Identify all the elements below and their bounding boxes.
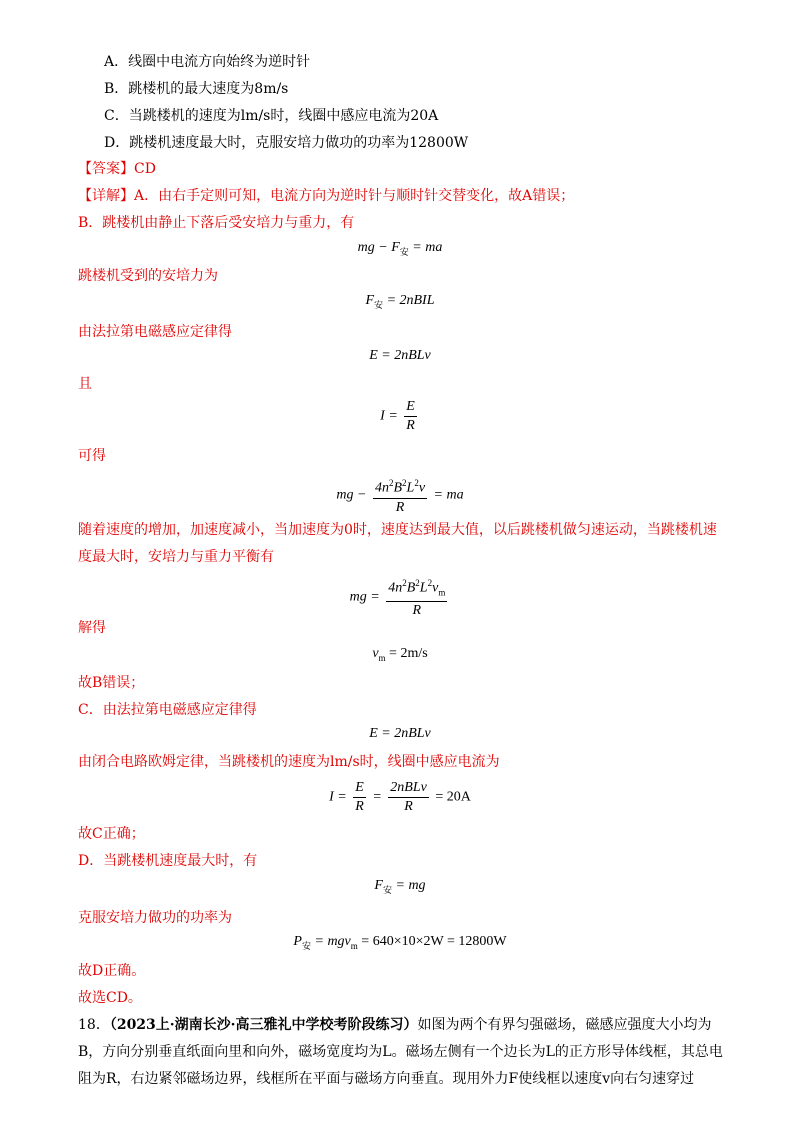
equation-1: mg − $F_安$ = ma (357, 240, 443, 257)
detail-t10: 克服安培力做功的功率为 (78, 910, 232, 926)
detail-t8: 由闭合电路欧姆定律，当跳楼机的速度为lm/s时，线圈中感应电流为 (78, 754, 500, 770)
detail-t5: 随着速度的增加，加速度减小，当加速度为0时，速度达到最大值，以后跳楼机做匀速运动，当跳楼机速度最大时，安培力与重力平衡有 (78, 522, 717, 565)
question-source: （2023上·湖南长沙·高三雅礼中学校考阶段练习） (109, 1017, 418, 1033)
answer-label: 【答案】CD (78, 161, 156, 177)
equation-4: I = $\frac{E}{R}$ (380, 399, 415, 433)
option-a: A．线圈中电流方向始终为逆时针 (104, 54, 311, 70)
detail-t7: 故B错误； (78, 675, 145, 691)
detail-head: 【详解】A．由右手定则可知，电流方向为逆时针与顺时针交替变化，故A错误； (78, 188, 575, 204)
detail-t4: 可得 (78, 448, 106, 464)
option-d: D．跳楼机速度最大时，克服安培力做功的功率为12800W (104, 135, 469, 151)
equation-9: I = $\frac{E}{R}$ = $\frac{\text{2nBLv}}{R}$ = 20A (329, 780, 471, 814)
detail-t2: 由法拉第电磁感应定律得 (78, 324, 232, 340)
detail-t12: 故选CD。 (78, 990, 142, 1006)
detail-c-intro: C．由法拉第电磁感应定律得 (78, 702, 257, 718)
equation-6: mg = $\frac{4n^2B^2L^2v_m}{R}$ (0, 574, 800, 620)
detail-b-intro: B．跳楼机由静止下落后受安培力与重力，有 (78, 215, 355, 231)
equation-3: E = 2nBLv (369, 348, 431, 363)
equation-8: E = 2nBLv (369, 726, 431, 741)
equation-10: $F_安$ = mg (374, 878, 426, 895)
option-b: B．跳楼机的最大速度为8m/s (104, 81, 289, 97)
equation-2: $F_安$ = 2nBIL (365, 293, 435, 310)
option-c: C．当跳楼机的速度为lm/s时，线圈中感应电流为20A (104, 108, 439, 124)
question-18 (78, 1012, 728, 1093)
question-number: 18． (78, 1017, 110, 1033)
equation-11: $P_安 = mgv_m = 640\times 10\times 2W = 12800W$ (293, 934, 507, 951)
equation-7: $v_m = 2m/s$ (372, 646, 428, 663)
detail-t3: 且 (78, 376, 92, 392)
detail-d-intro: D．当跳楼机速度最大时，有 (78, 853, 258, 869)
detail-t6: 解得 (78, 620, 106, 636)
detail-t1: 跳楼机受到的安培力为 (78, 268, 218, 284)
equation-5: mg − $\frac{4n^2B^2L^2v}{R}$ = ma (0, 474, 800, 517)
detail-t11: 故D正确。 (78, 963, 146, 979)
question-text: 如图为两个有界匀强磁场，磁感应强度大小均为B，方向分别垂直纸面向里和向外，磁场宽度均为L。磁场左侧有一个边长为L的正方形导体线框，其总电阻为R，右边紧邻磁场边界，线框所在平面与磁场方向垂直。现用外力F使线框以速度v向右匀速穿过 (78, 1017, 723, 1087)
detail-t9: 故C正确； (78, 826, 145, 842)
